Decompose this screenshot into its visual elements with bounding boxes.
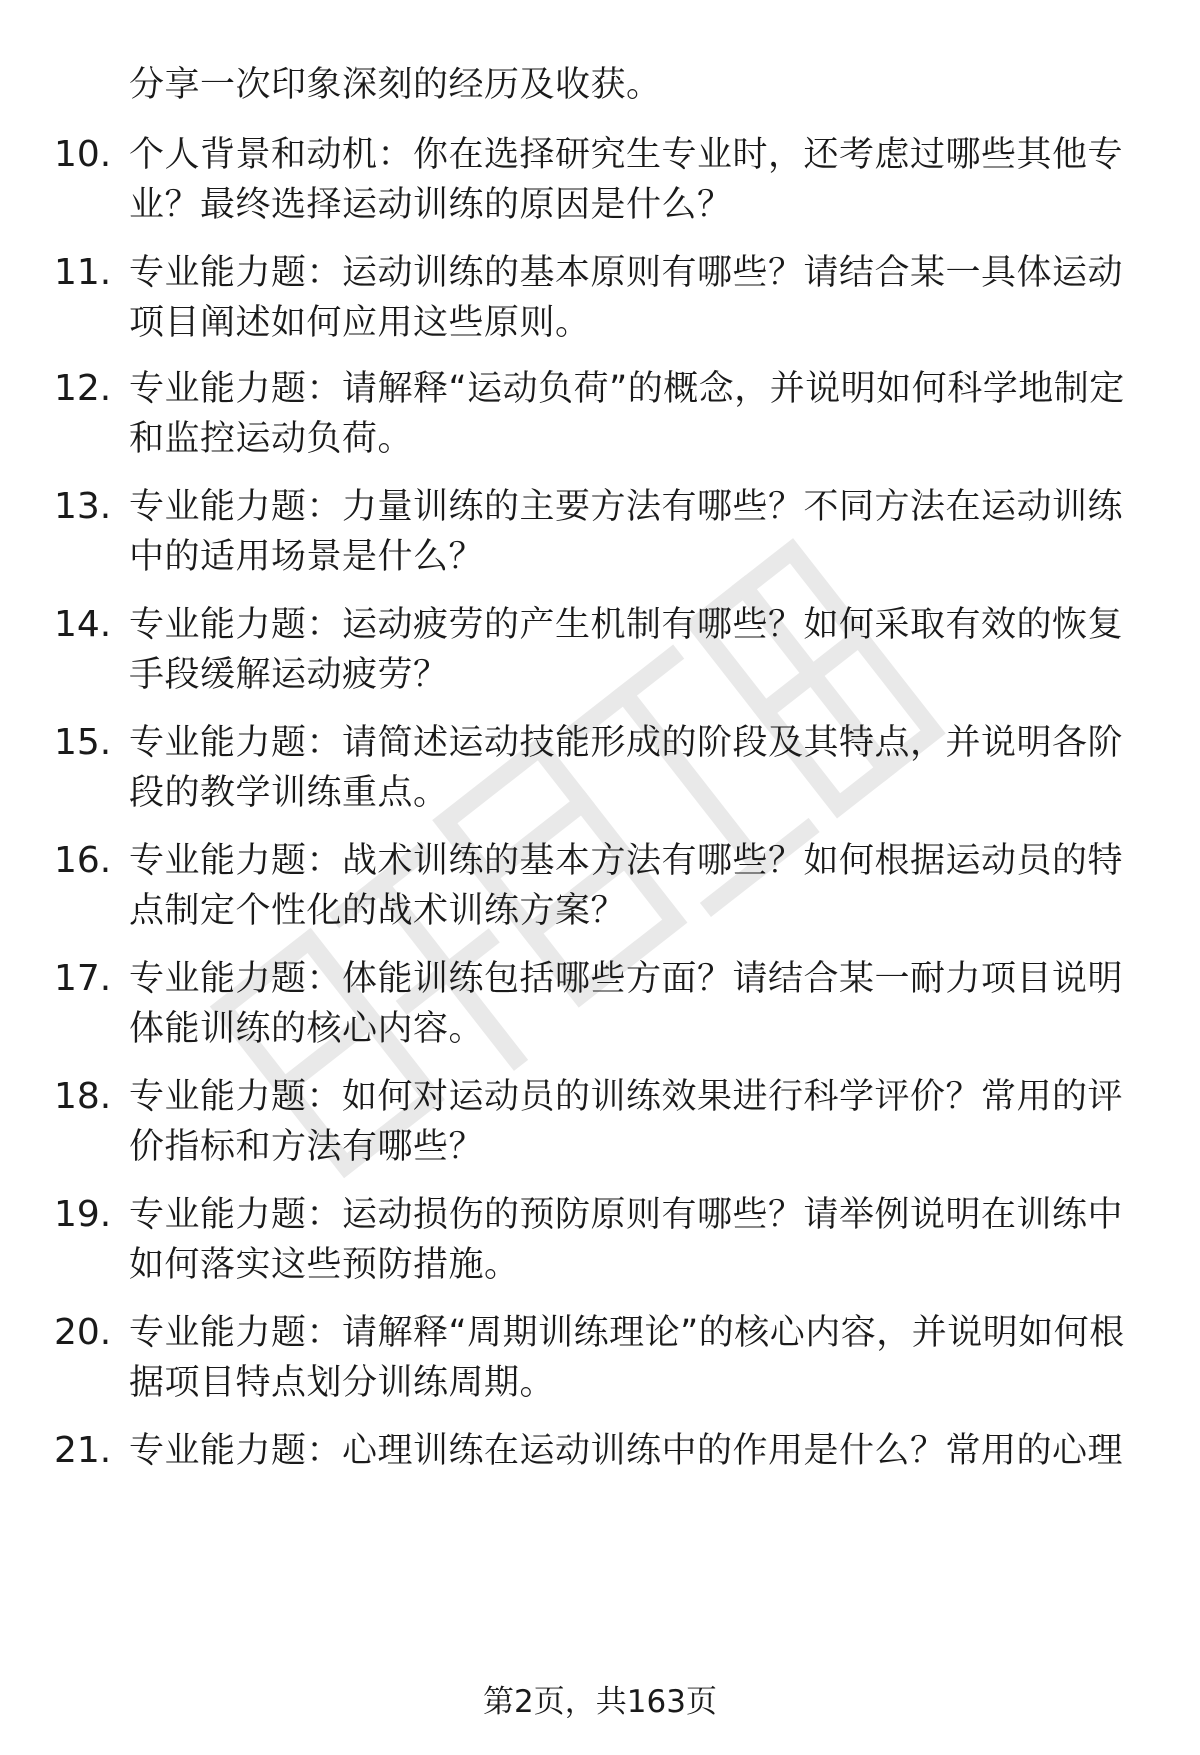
item-number: 13. <box>54 486 112 527</box>
item-text: 专业能力题：体能训练包括哪些方面？请结合某一耐力项目说明体能训练的核心内容。 <box>129 959 1124 1049</box>
list-item <box>0 954 1200 1064</box>
item-number: 12. <box>54 368 112 409</box>
continuation-text: 分享一次印象深刻的经历及收获。 <box>129 65 662 105</box>
item-text: 专业能力题：运动疲劳的产生机制有哪些？如何采取有效的恢复手段缓解运动疲劳？ <box>129 605 1124 695</box>
list-item <box>0 1308 1200 1418</box>
item-text: 专业能力题：运动损伤的预防原则有哪些？请举例说明在训练中如何落实这些预防措施。 <box>129 1195 1124 1285</box>
page-number-label: 第2页，共163页 <box>483 1684 717 1720</box>
item-number: 11. <box>54 252 112 293</box>
item-number: 20. <box>54 1312 112 1353</box>
list-item <box>0 836 1200 946</box>
list-item <box>0 600 1200 710</box>
item-number: 21. <box>54 1430 112 1471</box>
list-item <box>0 718 1200 828</box>
item-number: 10. <box>54 134 112 175</box>
item-text: 专业能力题：战术训练的基本方法有哪些？如何根据运动员的特点制定个性化的战术训练方案？ <box>129 841 1124 931</box>
item-number: 14. <box>54 604 112 645</box>
item-number: 19. <box>54 1194 112 1235</box>
item-number: 15. <box>54 722 112 763</box>
item-number: 16. <box>54 840 112 881</box>
item-number: 17. <box>54 958 112 999</box>
list-item <box>0 1426 1200 1486</box>
list-item <box>0 482 1200 592</box>
item-number: 18. <box>54 1076 112 1117</box>
list-item <box>0 1190 1200 1300</box>
page-footer <box>0 1680 1200 1724</box>
item-text: 专业能力题：如何对运动员的训练效果进行科学评价？常用的评价指标和方法有哪些？ <box>129 1077 1124 1167</box>
item-text: 专业能力题：请简述运动技能形成的阶段及其特点，并说明各阶段的教学训练重点。 <box>129 723 1124 813</box>
item-text: 专业能力题：心理训练在运动训练中的作用是什么？常用的心理 <box>129 1431 1124 1471</box>
list-item <box>0 364 1200 474</box>
item-text: 专业能力题：请解释“运动负荷”的概念，并说明如何科学地制定和监控运动负荷。 <box>129 369 1125 459</box>
item-text: 个人背景和动机：你在选择研究生专业时，还考虑过哪些其他专业？最终选择运动训练的原因是什么？ <box>129 135 1124 225</box>
list-item <box>0 248 1200 358</box>
list-item <box>0 1072 1200 1182</box>
item-text: 专业能力题：请解释“周期训练理论”的核心内容，并说明如何根据项目特点划分训练周期。 <box>129 1313 1125 1403</box>
item-text: 专业能力题：力量训练的主要方法有哪些？不同方法在运动训练中的适用场景是什么？ <box>129 487 1124 577</box>
item-text: 专业能力题：运动训练的基本原则有哪些？请结合某一具体运动项目阐述如何应用这些原则。 <box>129 253 1124 343</box>
list-item <box>0 130 1200 240</box>
